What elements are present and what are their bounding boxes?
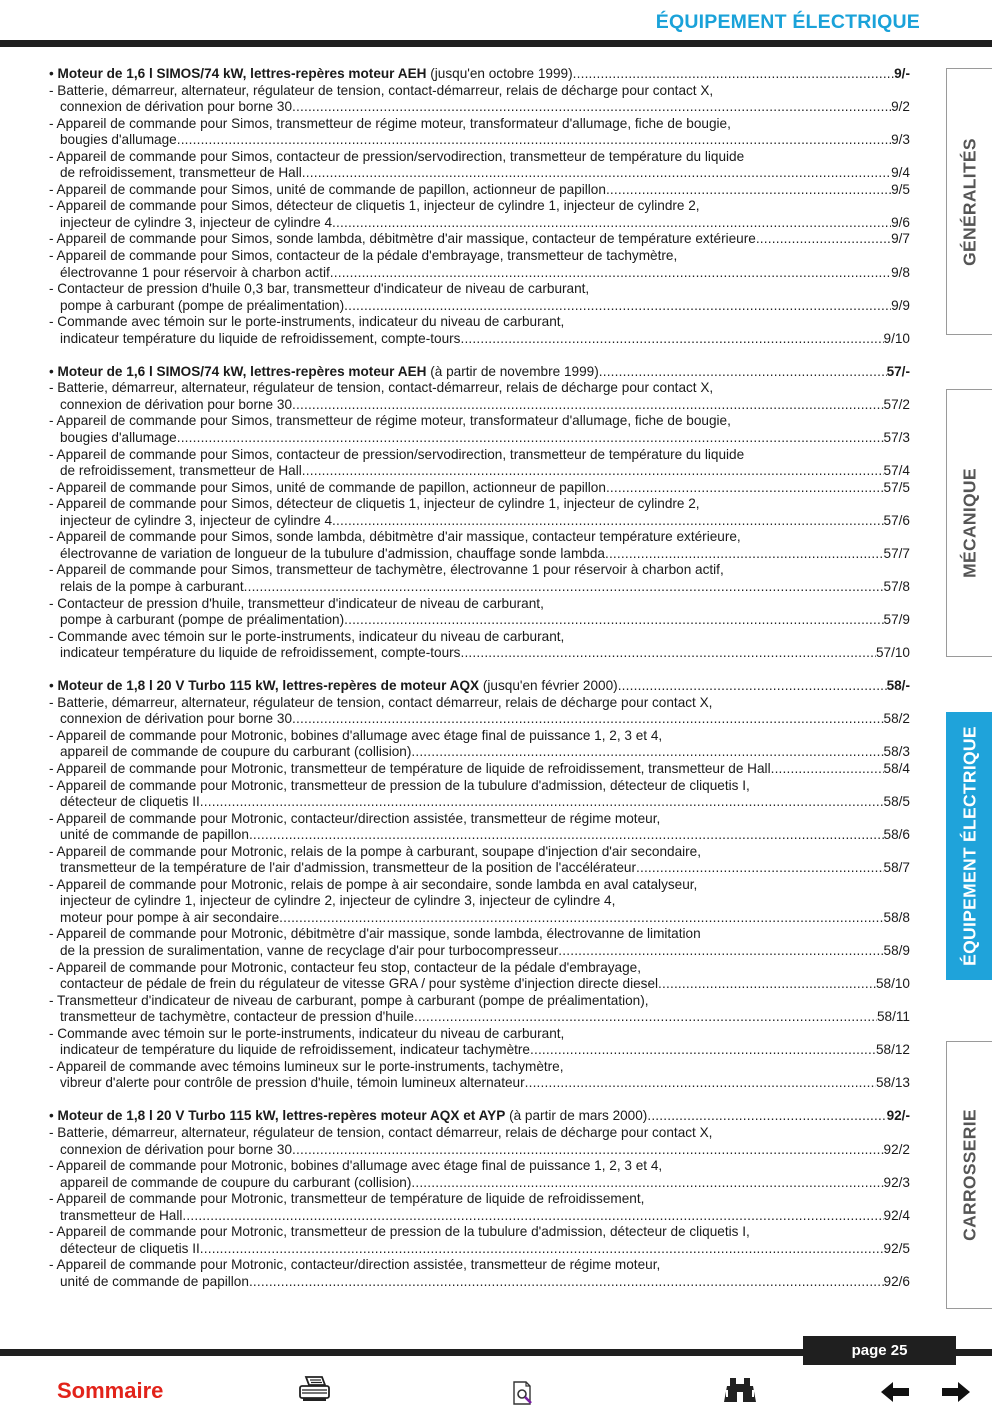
entry-page: 9/8	[891, 264, 910, 280]
entry-line	[49, 1125, 910, 1142]
entry-text: détecteur de cliquetis II	[60, 794, 200, 810]
entry-text: moteur pour pompe à air secondaire	[60, 909, 280, 925]
entry-text: - Batterie, démarreur, alternateur, régulateur de tension, contact démarreur, relais de décharge pour contact X,	[49, 1125, 713, 1140]
entry-line	[49, 711, 910, 728]
section-title-rest: (à partir de mars 2000)	[505, 1108, 648, 1124]
entry-line	[49, 99, 910, 116]
entry-text: bougies d'allumage	[60, 132, 177, 148]
toc-entry[interactable]	[49, 993, 910, 1026]
entry-text: contacteur de pédale de frein du régulateur de vitesse GRA / pour système d'injection directe diesel	[60, 976, 659, 992]
entry-text: - Appareil de commande pour Simos, contacteur de pression/servodirection, transmetteur de température du liquide	[49, 148, 745, 164]
entry-text: pompe à carburant (pompe de préalimentation)	[60, 297, 345, 313]
entry-line	[49, 728, 910, 745]
entry-page: 92/5	[883, 1240, 910, 1256]
entry-page: 57/8	[883, 578, 910, 594]
entry-page: 92/6	[883, 1273, 910, 1289]
entry-page: 58/3	[883, 744, 910, 760]
entry-text: transmetteur de tachymètre, contacteur de pression d'huile	[60, 1009, 414, 1025]
entry-text: appareil de commande de coupure du carburant (collision)	[60, 744, 412, 760]
toc-section	[49, 66, 910, 347]
dot-leader	[606, 182, 891, 199]
entry-line	[49, 1257, 910, 1274]
entry-text: - Batterie, démarreur, alternateur, régulateur de tension, contact démarreur, relais de décharge pour contact X,	[49, 694, 713, 710]
entry-text: - Appareil de commande pour Simos, sonde lambda, débitmètre d'air massique, contacteur température extérieure,	[49, 529, 741, 545]
dot-leader	[249, 1274, 884, 1291]
tab-equipement-electrique[interactable]: ÉQUIPEMENT ÉLECTRIQUE	[946, 712, 992, 980]
entry-text: - Appareil de commande pour Motronic, contacteur/direction assistée, transmetteur de régime moteur,	[49, 1257, 661, 1273]
entry-text: transmetteur de Hall	[60, 1207, 183, 1223]
entry-line	[49, 1158, 910, 1175]
entry-line	[49, 380, 910, 397]
entry-line	[49, 463, 910, 480]
entry-line	[49, 1009, 910, 1026]
toc-entry[interactable]	[49, 596, 910, 629]
bullet: •	[49, 1108, 58, 1124]
entry-text: - Appareil de commande pour Simos, transmetteur de régime moteur, transformateur d'allumage, fiche de bougie,	[49, 413, 731, 429]
section-page: 92/-	[886, 1108, 910, 1124]
toc-entry[interactable]	[49, 1158, 910, 1191]
entry-text: connexion de dérivation pour borne 30	[60, 99, 293, 115]
entry-line	[49, 827, 910, 844]
entry-page: 58/10	[875, 976, 910, 992]
toc-entry[interactable]	[49, 1257, 910, 1290]
dot-leader	[249, 827, 884, 844]
entry-line	[49, 1175, 910, 1192]
entry-text: - Batterie, démarreur, alternateur, régulateur de tension, contact-démarreur, relais de décharge pour contact X,	[49, 82, 714, 98]
arrow-left-icon[interactable]	[880, 1381, 910, 1403]
entry-page: 9/3	[891, 132, 910, 148]
entry-line	[49, 562, 910, 579]
entry-line	[49, 116, 910, 133]
dot-leader	[332, 215, 891, 232]
entry-line	[49, 314, 910, 331]
tab-carrosserie[interactable]: CARROSSERIE	[946, 1041, 992, 1309]
entry-line	[49, 778, 910, 795]
dot-leader	[647, 1108, 886, 1125]
toc-entry[interactable]	[49, 480, 910, 497]
entry-text: - Appareil de commande pour Motronic, relais de pompe à air secondaire, sonde lambda en aval catalyseur,	[49, 876, 698, 892]
entry-line	[49, 298, 910, 315]
dot-leader	[302, 165, 891, 182]
dot-leader	[460, 331, 883, 348]
entry-line	[49, 976, 910, 993]
entry-text: - Appareil de commande pour Motronic, relais de la pompe à carburant, soupape d'injection d'air secondaire,	[49, 843, 702, 859]
toc-entry[interactable]	[49, 1224, 910, 1257]
entry-text: de refroidissement, transmetteur de Hall	[60, 463, 302, 479]
entry-page: 58/12	[875, 1042, 910, 1058]
toc-entry[interactable]	[49, 877, 910, 927]
entry-line	[49, 761, 910, 778]
section-title-bold: Moteur de 1,8 l 20 V Turbo 115 kW, lettres-repères de moteur AQX	[57, 678, 480, 694]
dot-leader	[244, 579, 884, 596]
dot-leader	[292, 1142, 884, 1159]
dot-leader	[177, 132, 891, 149]
entry-text: injecteur de cylindre 3, injecteur de cylindre 4	[60, 214, 333, 230]
toc-entry[interactable]	[49, 960, 910, 993]
dot-leader	[525, 1075, 876, 1092]
entry-line	[49, 215, 910, 232]
entry-page: 57/10	[875, 645, 910, 661]
dot-leader	[636, 860, 884, 877]
entry-line	[49, 794, 910, 811]
entry-text: indicateur température du liquide de refroidissement, compte-tours	[60, 645, 461, 661]
entry-page: 9/4	[891, 165, 910, 181]
entry-page: 57/6	[883, 512, 910, 528]
entry-line	[49, 844, 910, 861]
tab-mecanique[interactable]: MÉCANIQUE	[946, 389, 992, 657]
entry-page: 57/9	[883, 612, 910, 628]
entry-text: connexion de dérivation pour borne 30	[60, 396, 293, 412]
entry-line	[49, 943, 910, 960]
binoculars-icon[interactable]	[722, 1376, 758, 1404]
table-of-contents	[49, 66, 910, 1290]
toc-entry[interactable]	[49, 778, 910, 811]
dot-leader	[658, 976, 876, 993]
entry-page: 58/9	[883, 942, 910, 958]
magnify-document-icon[interactable]	[511, 1380, 539, 1406]
entry-line	[49, 1274, 910, 1291]
entry-line	[49, 960, 910, 977]
section-title	[49, 678, 618, 695]
header-rule	[0, 40, 992, 47]
entry-line	[49, 430, 910, 447]
entry-page: 9/7	[891, 231, 910, 247]
toc-entry[interactable]	[49, 811, 910, 844]
entry-page: 58/11	[876, 1009, 910, 1025]
entry-text: - Appareil de commande pour Simos, détecteur de cliquetis 1, injecteur de cylindre 1, injecteur de cylindre 2,	[49, 198, 700, 214]
dot-leader	[200, 794, 884, 811]
entry-line	[49, 182, 910, 199]
entry-text: - Appareil de commande pour Simos, contacteur de pression/servodirection, transmetteur de température du liquide	[49, 446, 745, 462]
entry-line	[49, 165, 910, 182]
entry-text: - Appareil de commande pour Motronic, bobines d'allumage avec étage final de puissance 1, 2, 3 et 4,	[49, 727, 663, 743]
dot-leader	[414, 1009, 877, 1026]
toc-entry[interactable]	[49, 562, 910, 595]
entry-page: 58/4	[883, 760, 910, 776]
toc-entry[interactable]	[49, 447, 910, 480]
entry-text: connexion de dérivation pour borne 30	[60, 711, 293, 727]
toc-entry[interactable]	[49, 529, 910, 562]
toc-entry[interactable]	[49, 182, 910, 199]
entry-text: - Appareil de commande pour Simos, détecteur de cliquetis 1, injecteur de cylindre 1, injecteur de cylindre 2,	[49, 496, 700, 512]
entry-text: - Appareil de commande pour Motronic, contacteur feu stop, contacteur de la pédale d'embrayage,	[49, 959, 642, 975]
entry-line	[49, 612, 910, 629]
entry-page: 9/10	[883, 330, 910, 346]
entry-line	[49, 529, 910, 546]
entry-line	[49, 231, 910, 248]
toc-entry[interactable]	[49, 1125, 910, 1158]
entry-line	[49, 860, 910, 877]
entry-line	[49, 579, 910, 596]
entry-text: - Appareil de commande avec témoins lumineux sur le porte-instruments, tachymètre,	[49, 1058, 564, 1074]
entry-line	[49, 695, 910, 712]
dot-leader	[460, 645, 876, 662]
entry-text: indicateur de température du liquide de refroidissement, indicateur tachymètre	[60, 1042, 530, 1058]
tab-generalites[interactable]: GÉNÉRALITÉS	[946, 68, 992, 335]
section-page: 58/-	[886, 678, 910, 694]
section-title-rest: (à partir de novembre 1999)	[426, 363, 599, 379]
dot-leader	[411, 744, 883, 761]
sommaire-link[interactable]: Sommaire	[57, 1378, 164, 1403]
entry-text: injecteur de cylindre 3, injecteur de cylindre 4	[60, 512, 333, 528]
dot-leader	[771, 761, 884, 778]
dot-leader	[558, 943, 883, 960]
entry-line	[49, 132, 910, 149]
dot-leader	[292, 397, 884, 414]
dot-leader	[599, 364, 887, 381]
entry-page: 92/3	[883, 1174, 910, 1190]
entry-page: 58/5	[883, 794, 910, 810]
entry-line	[49, 993, 910, 1010]
entry-text: - Contacteur de pression d'huile 0,3 bar, transmetteur d'indicateur de niveau de carburant,	[49, 281, 590, 297]
entry-text: - Transmetteur d'indicateur de niveau de carburant, pompe à carburant (pompe de préalimentation),	[49, 992, 649, 1008]
entry-line	[49, 248, 910, 265]
section-title-bold: Moteur de 1,8 l 20 V Turbo 115 kW, lettres-repères moteur AQX et AYP	[57, 1108, 506, 1124]
entry-page: 58/13	[875, 1075, 910, 1091]
toc-entry[interactable]	[49, 248, 910, 281]
dot-leader	[606, 480, 884, 497]
entry-page: 92/4	[883, 1207, 910, 1223]
entry-page: 92/2	[883, 1141, 910, 1157]
entry-line	[49, 480, 910, 497]
entry-text: - Appareil de commande pour Motronic, bobines d'allumage avec étage final de puissance 1, 2, 3 et 4,	[49, 1158, 663, 1174]
entry-text: électrovanne de variation de longueur de la tubulure d'admission, chauffage sonde lambda	[60, 545, 605, 561]
entry-page: 58/8	[883, 909, 910, 925]
section-title-rest: (jusqu'en octobre 1999)	[426, 66, 573, 81]
dot-leader	[330, 265, 891, 282]
entry-line	[49, 149, 910, 166]
entry-line	[49, 331, 910, 348]
entry-text: connexion de dérivation pour borne 30	[60, 1141, 293, 1157]
entry-line	[49, 546, 910, 563]
entry-page: 57/4	[883, 463, 910, 479]
entry-text: appareil de commande de coupure du carburant (collision)	[60, 1174, 412, 1190]
entry-text: - Appareil de commande pour Motronic, transmetteur de pression de la tubulure d'admission, détecteur de cliquetis I,	[49, 777, 750, 793]
dot-leader	[302, 463, 884, 480]
dot-leader	[605, 546, 884, 563]
entry-line	[49, 910, 910, 927]
entry-text: - Commande avec témoin sur le porte-instruments, indicateur du niveau de carburant,	[49, 628, 565, 644]
dot-leader	[411, 1175, 883, 1192]
entry-text: - Commande avec témoin sur le porte-instruments, indicateur du niveau de carburant,	[49, 314, 565, 330]
page-number: page 25	[803, 1336, 956, 1365]
entry-line	[49, 811, 910, 828]
entry-line	[49, 1208, 910, 1225]
entry-page: 9/5	[891, 181, 910, 197]
toc-entry[interactable]	[49, 728, 910, 761]
entry-text: unité de commande de papillon	[60, 1273, 249, 1289]
entry-page: 58/6	[883, 827, 910, 843]
section-title-row[interactable]	[49, 1108, 910, 1125]
entry-text: électrovanne 1 pour réservoir à charbon actif	[60, 264, 330, 280]
dot-leader	[279, 910, 883, 927]
entry-text: indicateur température du liquide de refroidissement, compte-tours	[60, 330, 461, 346]
toc-entry[interactable]	[49, 1059, 910, 1092]
entry-text: bougies d'allumage	[60, 430, 177, 446]
entry-text: - Appareil de commande pour Simos, unité de commande de papillon, actionneur de papillon	[49, 181, 606, 197]
entry-text: - Appareil de commande pour Simos, transmetteur de tachymètre, électrovanne 1 pour réservoir à charbon actif,	[49, 562, 724, 578]
entry-text: - Appareil de commande pour Motronic, transmetteur de pression de la tubulure d'admission, détecteur de cliquetis I,	[49, 1224, 750, 1240]
entry-line	[49, 744, 910, 761]
entry-page: 57/3	[883, 430, 910, 446]
entry-line	[49, 281, 910, 298]
entry-line	[49, 645, 910, 662]
entry-text: - Appareil de commande pour Simos, transmetteur de régime moteur, transformateur d'allumage, fiche de bougie,	[49, 115, 731, 131]
dot-leader	[292, 99, 891, 116]
entry-line	[49, 926, 910, 943]
dot-leader	[756, 231, 891, 248]
entry-line	[49, 1075, 910, 1092]
entry-text: - Appareil de commande pour Motronic, débitmètre d'air massique, sonde lambda, électrovanne de limitation	[49, 926, 701, 942]
entry-line	[49, 496, 910, 513]
dot-leader	[344, 612, 883, 629]
dot-leader	[344, 298, 891, 315]
section-title	[49, 66, 573, 83]
entry-line	[49, 877, 910, 894]
entry-line	[49, 513, 910, 530]
entry-page: 58/7	[883, 860, 910, 876]
bullet: •	[49, 363, 58, 379]
entry-text: - Appareil de commande pour Simos, unité de commande de papillon, actionneur de papillon	[49, 479, 606, 495]
arrow-right-icon[interactable]	[941, 1381, 971, 1403]
entry-line	[49, 1191, 910, 1208]
entry-text: détecteur de cliquetis II	[60, 1240, 200, 1256]
bullet: •	[49, 66, 58, 81]
entry-text: - Commande avec témoin sur le porte-instruments, indicateur du niveau de carburant,	[49, 1025, 565, 1041]
entry-text: vibreur d'alerte pour contrôle de pression d'huile, témoin lumineux alternateur	[60, 1075, 525, 1091]
entry-line	[49, 1142, 910, 1159]
section-title-rest: (jusqu'en février 2000)	[479, 678, 618, 694]
dot-leader	[618, 678, 887, 695]
section-title-row[interactable]	[49, 66, 910, 83]
dot-leader	[200, 1241, 884, 1258]
entry-line	[49, 893, 910, 910]
entry-text: - Appareil de commande pour Simos, contacteur de la pédale d'embrayage, transmetteur de tachymètre,	[49, 248, 678, 264]
toc-entry[interactable]	[49, 695, 910, 728]
entry-line	[49, 83, 910, 100]
dot-leader	[292, 711, 884, 728]
entry-line	[49, 413, 910, 430]
toc-entry[interactable]	[49, 116, 910, 149]
section-page: 57/-	[886, 363, 910, 379]
toc-section	[49, 1108, 910, 1290]
toc-entry[interactable]	[49, 1026, 910, 1059]
entry-text: de la pression de suralimentation, vanne de recyclage d'air pour turbocompresseur	[60, 942, 559, 958]
entry-line	[49, 447, 910, 464]
toc-entry[interactable]	[49, 761, 910, 778]
toc-entry[interactable]	[49, 198, 910, 231]
toc-entry[interactable]	[49, 1191, 910, 1224]
entry-line	[49, 198, 910, 215]
section-title-bold: Moteur de 1,6 l SIMOS/74 kW, lettres-repères moteur AEH	[57, 363, 427, 379]
entry-text: relais de la pompe à carburant	[60, 578, 244, 594]
entry-line	[49, 1241, 910, 1258]
toc-entry[interactable]	[49, 496, 910, 529]
entry-line	[49, 265, 910, 282]
section-title	[49, 1108, 647, 1125]
entry-text: - Appareil de commande pour Simos, sonde lambda, débitmètre d'air massique, contacteur de température extérieure	[49, 231, 756, 247]
entry-text: injecteur de cylindre 1, injecteur de cylindre 2, injecteur de cylindre 3, injecteur de cylindre 4,	[60, 893, 616, 909]
printer-icon[interactable]	[298, 1375, 332, 1403]
toc-entry[interactable]	[49, 83, 910, 116]
entry-text: transmetteur de la température de l'air d'admission, transmetteur de la position de l'accélérateur	[60, 860, 636, 876]
bullet: •	[49, 678, 58, 694]
entry-page: 9/6	[891, 214, 910, 230]
toc-entry[interactable]	[49, 281, 910, 314]
entry-text: unité de commande de papillon	[60, 827, 249, 843]
toc-entry[interactable]	[49, 926, 910, 959]
entry-line	[49, 397, 910, 414]
section-page: 9/-	[894, 66, 910, 81]
toc-entry[interactable]	[49, 149, 910, 182]
dot-leader	[573, 66, 894, 83]
entry-text: - Batterie, démarreur, alternateur, régulateur de tension, contact-démarreur, relais de décharge pour contact X,	[49, 380, 714, 396]
entry-page: 9/2	[891, 99, 910, 115]
section-title-row[interactable]	[49, 364, 910, 381]
toc-section	[49, 678, 910, 1092]
entry-page: 9/9	[891, 297, 910, 313]
dot-leader	[177, 430, 884, 447]
entry-text: pompe à carburant (pompe de préalimentation)	[60, 612, 345, 628]
header-title: ÉQUIPEMENT ÉLECTRIQUE	[655, 11, 920, 33]
entry-line	[49, 1059, 910, 1076]
toc-entry[interactable]	[49, 380, 910, 413]
entry-text: - Contacteur de pression d'huile, transmetteur d'indicateur de niveau de carburant,	[49, 595, 544, 611]
toc-entry[interactable]	[49, 231, 910, 248]
dot-leader	[530, 1042, 876, 1059]
dot-leader	[182, 1208, 883, 1225]
entry-text: de refroidissement, transmetteur de Hall	[60, 165, 302, 181]
entry-line	[49, 1042, 910, 1059]
entry-line	[49, 596, 910, 613]
toc-entry[interactable]	[49, 413, 910, 446]
entry-page: 58/2	[883, 711, 910, 727]
entry-line	[49, 1026, 910, 1043]
entry-page: 57/5	[883, 479, 910, 495]
entry-page: 57/7	[883, 545, 910, 561]
section-title-bold: Moteur de 1,6 l SIMOS/74 kW, lettres-repères moteur AEH	[57, 66, 427, 81]
toc-entry[interactable]	[49, 844, 910, 877]
toc-entry[interactable]	[49, 629, 910, 662]
dot-leader	[332, 513, 884, 530]
entry-line	[49, 629, 910, 646]
entry-line	[49, 1224, 910, 1241]
section-title-row[interactable]	[49, 678, 910, 695]
entry-text: - Appareil de commande pour Motronic, transmetteur de température de liquide de refroidissement, transmetteur de Hall	[49, 760, 771, 776]
entry-page: 57/2	[883, 396, 910, 412]
toc-entry[interactable]	[49, 314, 910, 347]
section-title	[49, 364, 599, 381]
entry-text: - Appareil de commande pour Motronic, transmetteur de température de liquide de refroidissement,	[49, 1191, 645, 1207]
entry-text: - Appareil de commande pour Motronic, contacteur/direction assistée, transmetteur de régime moteur,	[49, 810, 661, 826]
toc-section	[49, 364, 910, 662]
